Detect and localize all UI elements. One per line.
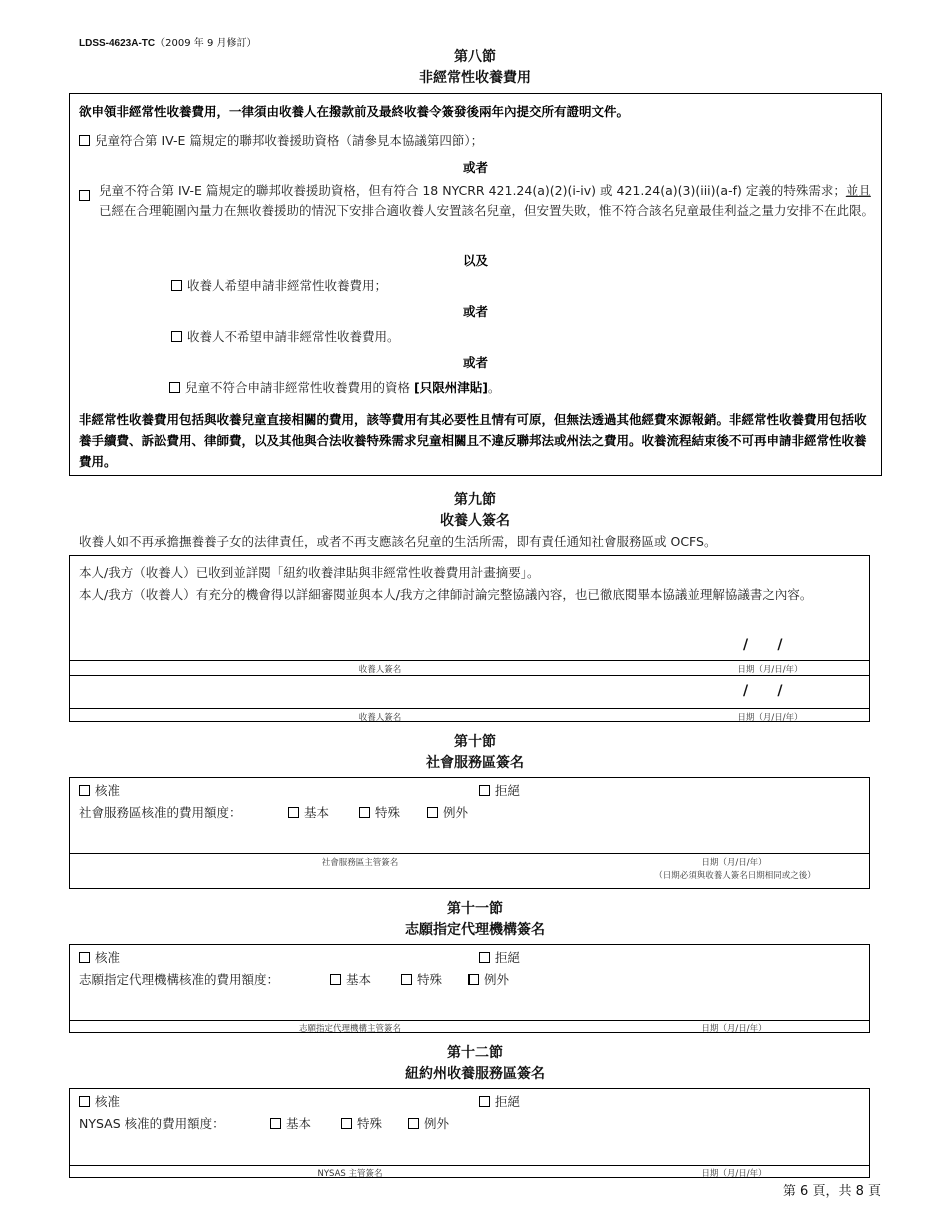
checkbox-exception[interactable] [468, 974, 479, 985]
date-label: 日期（月/日/年） [701, 1169, 767, 1179]
deny-option: 拒絕 [479, 1092, 520, 1112]
date-label: 日期（月/日/年） [701, 1024, 767, 1034]
date-note: （日期必須與收養人簽名日期相同或之後） [654, 871, 816, 881]
nysas-signature-label: NYSAS 主管簽名 [317, 1169, 383, 1179]
checkbox-special[interactable] [341, 1118, 352, 1129]
section10-title: 社會服務區簽名 [426, 755, 524, 771]
exception-option: 例外 [427, 803, 468, 823]
checkbox-exception[interactable] [427, 807, 438, 818]
section8-option1: 兒童符合第 IV-E 篇規定的聯邦收養援助資格（請參見本協議第四節）； [79, 131, 869, 151]
section10-number: 第十節 [454, 734, 496, 750]
basic-option: 基本 [330, 970, 371, 990]
section12-title: 紐約州收養服務區簽名 [405, 1066, 545, 1082]
statement-reviewed: 本人/我方（收養人）有充分的機會得以詳細審閱並與本人/我方之律師討論完整協議內容，也已徹底閱畢本協議並理解協議書之內容。 [79, 587, 813, 602]
special-option: 特殊 [341, 1114, 382, 1134]
checkbox-basic[interactable] [330, 974, 341, 985]
or-label: 或者 [462, 160, 488, 175]
exception-option: 例外 [408, 1114, 449, 1134]
checkbox-approve[interactable] [79, 952, 90, 963]
checkbox-deny[interactable] [479, 1096, 490, 1107]
section9-number: 第九節 [454, 492, 496, 508]
checkbox-special[interactable] [359, 807, 370, 818]
checkbox-approve[interactable] [79, 785, 90, 796]
deny-option: 拒絕 [479, 948, 520, 968]
checkbox-not-eligible[interactable] [169, 382, 180, 393]
sub-option-wish-apply: 收養人希望申請非經常性收養費用； [171, 276, 387, 296]
section8-box [69, 93, 882, 476]
adopter-signature-label: 收養人簽名 [358, 665, 402, 675]
date-label: 日期（月/日/年） [737, 665, 803, 675]
checkbox-special-needs[interactable] [79, 185, 90, 204]
agency-signature-label: 志願指定代理機構主管簽名 [298, 1024, 401, 1034]
approve-option: 核准 [79, 1092, 120, 1112]
section12-box [69, 1088, 870, 1178]
supervisor-signature-label: 社會服務區主管簽名 [321, 858, 399, 868]
approve-option: 核准 [79, 781, 120, 801]
amount-label: NYSAS 核准的費用額度： [79, 1116, 225, 1131]
and-label: 以及 [462, 253, 488, 268]
section8-title: 非經常性收養費用 [419, 70, 531, 86]
section11-title: 志願指定代理機構簽名 [405, 922, 545, 938]
section8-number: 第八節 [454, 49, 496, 65]
checkbox-exception[interactable] [408, 1118, 419, 1129]
section8-intro: 欲申領非經常性收養費用，一律須由收養人在撥款前及最終收養令簽發後兩年內提交所有證明文件。 [79, 104, 630, 119]
date-slashes: / / [743, 683, 783, 699]
section9-notice: 收養人如不再承擔撫養養子女的法律責任，或者不再支應該名兒童的生活所需，即有責任通知社會服務區或 OCFS。 [79, 534, 717, 549]
special-option: 特殊 [401, 970, 442, 990]
underlined-conjunction: 並且 [845, 183, 871, 198]
checkbox-approve[interactable] [79, 1096, 90, 1107]
section9-title: 收養人簽名 [440, 513, 510, 529]
checkbox-wish-apply[interactable] [171, 280, 182, 291]
sub-option-not-eligible: 兒童不符合申請非經常性收養費用的資格 [只限州津貼]。 [169, 378, 500, 398]
section8-footer-note: 非經常性收養費用包括與收養兒童直接相關的費用，該等費用有其必要性且情有可原，但無法透過其他經費來源報銷。非經常性收養費用包括收養手續費、訴訟費用、律師費，以及其他與合法收養特殊需求兒童相關且不違反聯邦法或州法之費用。收養流程結束後不可再申請非經常性收養費用。 [79, 412, 867, 469]
section11-number: 第十一節 [447, 901, 503, 917]
amount-label: 社會服務區核准的費用額度： [79, 805, 242, 820]
amount-label: 志願指定代理機構核准的費用額度： [79, 972, 280, 987]
checkbox-special[interactable] [401, 974, 412, 985]
section10-box [69, 777, 870, 889]
section8-option2: 兒童不符合第 IV-E 篇規定的聯邦收養援助資格，但有符合 18 NYCRR 421.24(a)(2)(i-iv) 或 421.24(a)(3)(iii)(a-f) 定義的特殊需求；並且已經在合理範圍內量力在無收養援助的情況下安排合適收養人安置該名兒童，但安置失敗，惟不符合該名兒童最佳利益之量力安排不在此限。 [99, 183, 875, 218]
checkbox-deny[interactable] [479, 785, 490, 796]
statement-received: 本人/我方（收養人）已收到並詳閱「紐約收養津貼與非經常性收養費用計畫摘要」。 [79, 565, 540, 580]
checkbox-deny[interactable] [479, 952, 490, 963]
deny-option: 拒絕 [479, 781, 520, 801]
or-label: 或者 [462, 355, 488, 370]
checkbox-basic[interactable] [288, 807, 299, 818]
section11-box [69, 944, 870, 1033]
sub-option-not-apply: 收養人不希望申請非經常性收養費用。 [171, 327, 400, 347]
section12-number: 第十二節 [447, 1045, 503, 1061]
or-label: 或者 [462, 304, 488, 319]
form-id: LDSS-4623A-TC（2009 年 9 月修訂） [79, 38, 257, 49]
adopter-signature-label: 收養人簽名 [358, 713, 402, 723]
checkbox-basic[interactable] [270, 1118, 281, 1129]
approve-option: 核准 [79, 948, 120, 968]
special-option: 特殊 [359, 803, 400, 823]
checkbox-not-apply[interactable] [171, 331, 182, 342]
exception-option: 例外 [468, 970, 509, 990]
date-slashes: / / [743, 637, 783, 653]
section9-box [69, 555, 870, 722]
page-number: 第 6 頁，共 8 頁 [782, 1184, 881, 1199]
date-label: 日期（月/日/年） [701, 858, 767, 868]
basic-option: 基本 [270, 1114, 311, 1134]
checkbox-federal-eligible[interactable] [79, 135, 90, 146]
date-label: 日期（月/日/年） [737, 713, 803, 723]
basic-option: 基本 [288, 803, 329, 823]
